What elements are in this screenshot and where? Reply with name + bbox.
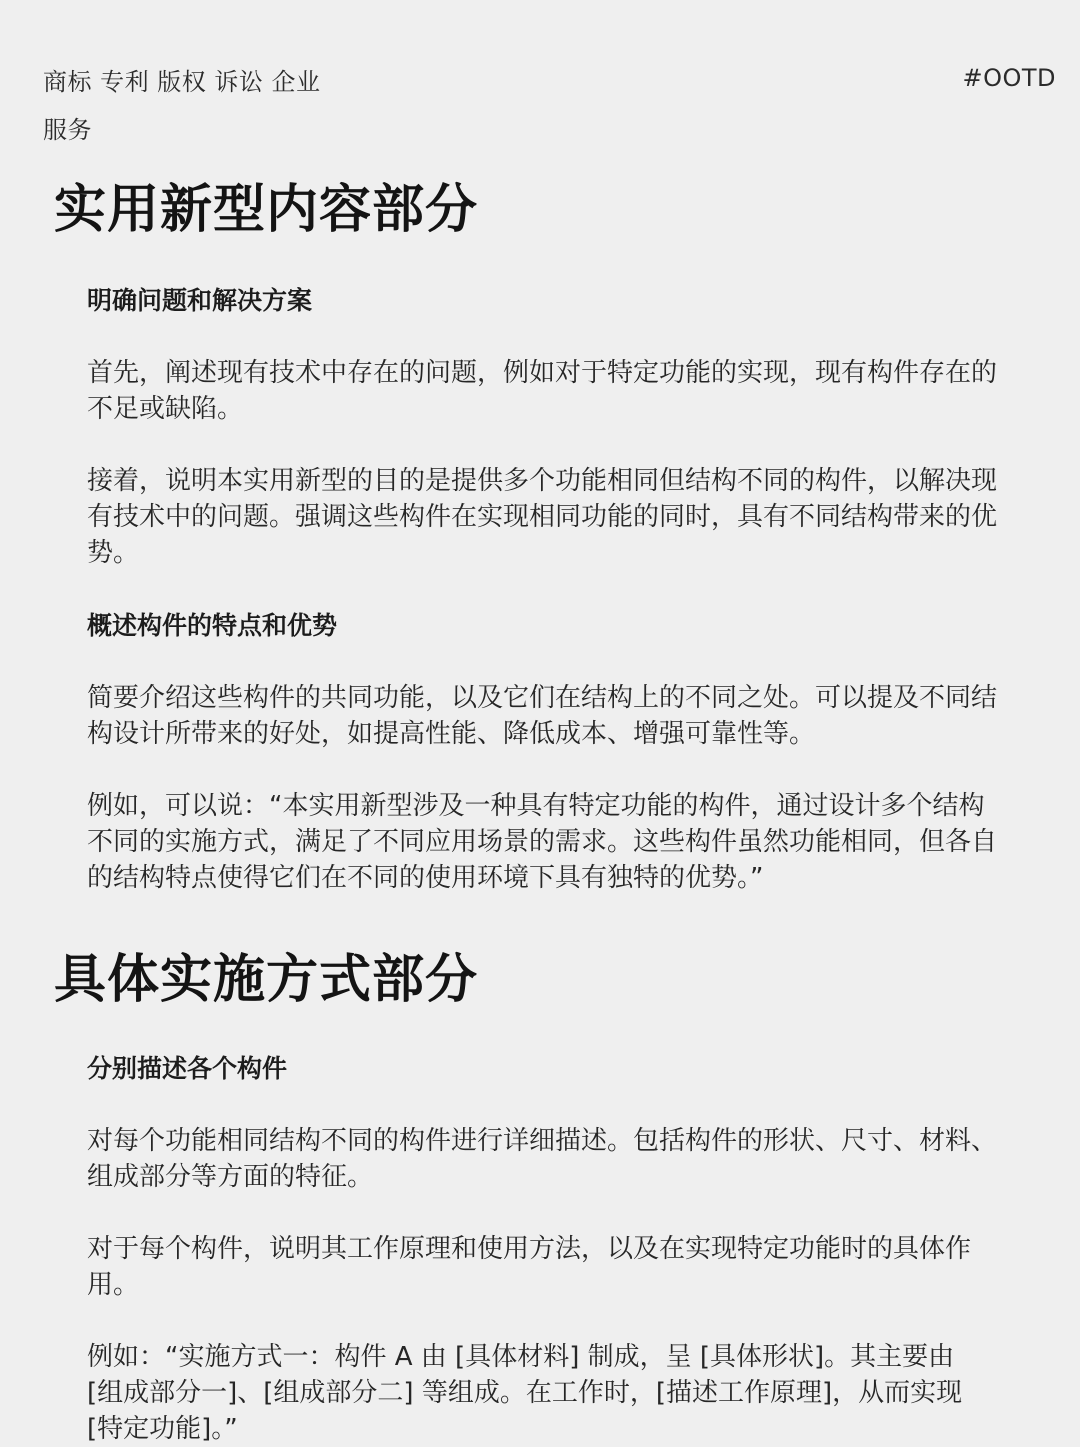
paragraph: 对于每个构件，说明其工作原理和使用方法，以及在实现特定功能时的具体作用。 [87, 1234, 972, 1300]
subsection-heading: 概述构件的特点和优势 [87, 611, 338, 640]
paragraph: 简要介绍这些构件的共同功能，以及它们在结构上的不同之处。可以提及不同结构设计所带来的好处，如提高性能、降低成本、增强可靠性等。 [87, 683, 998, 749]
section-title: 具体实施方式部分 [54, 950, 479, 1010]
tag-list: 商标 专利 版权 诉讼 企业服务 [43, 68, 321, 144]
subsection-heading: 明确问题和解决方案 [87, 286, 313, 315]
paragraph: 例如，可以说：“本实用新型涉及一种具有特定功能的构件，通过设计多个结构不同的实施方式，满足了不同应用场景的需求。这些构件虽然功能相同，但各自的结构特点使得它们在不同的使用环境下具有独特的优势。” [87, 791, 998, 893]
section-title: 实用新型内容部分 [54, 180, 479, 240]
paragraph: 首先，阐述现有技术中存在的问题，例如对于特定功能的实现，现有构件存在的不足或缺陷。 [87, 358, 998, 424]
paragraph: 例如：“实施方式一：构件 A 由 [具体材料] 制成，呈 [具体形状]。其主要由 [组成部分一]、[组成部分二] 等组成。在工作时，[描述工作原理]，从而实现 [特定功能]。” [87, 1342, 963, 1444]
subsection-heading: 分别描述各个构件 [87, 1054, 288, 1083]
paragraph: 对每个功能相同结构不同的构件进行详细描述。包括构件的形状、尺寸、材料、组成部分等方面的特征。 [87, 1126, 998, 1192]
hashtag: #OOTD [962, 64, 1056, 92]
paragraph: 接着，说明本实用新型的目的是提供多个功能相同但结构不同的构件，以解决现有技术中的问题。强调这些构件在实现相同功能的同时，具有不同结构带来的优势。 [87, 466, 998, 568]
